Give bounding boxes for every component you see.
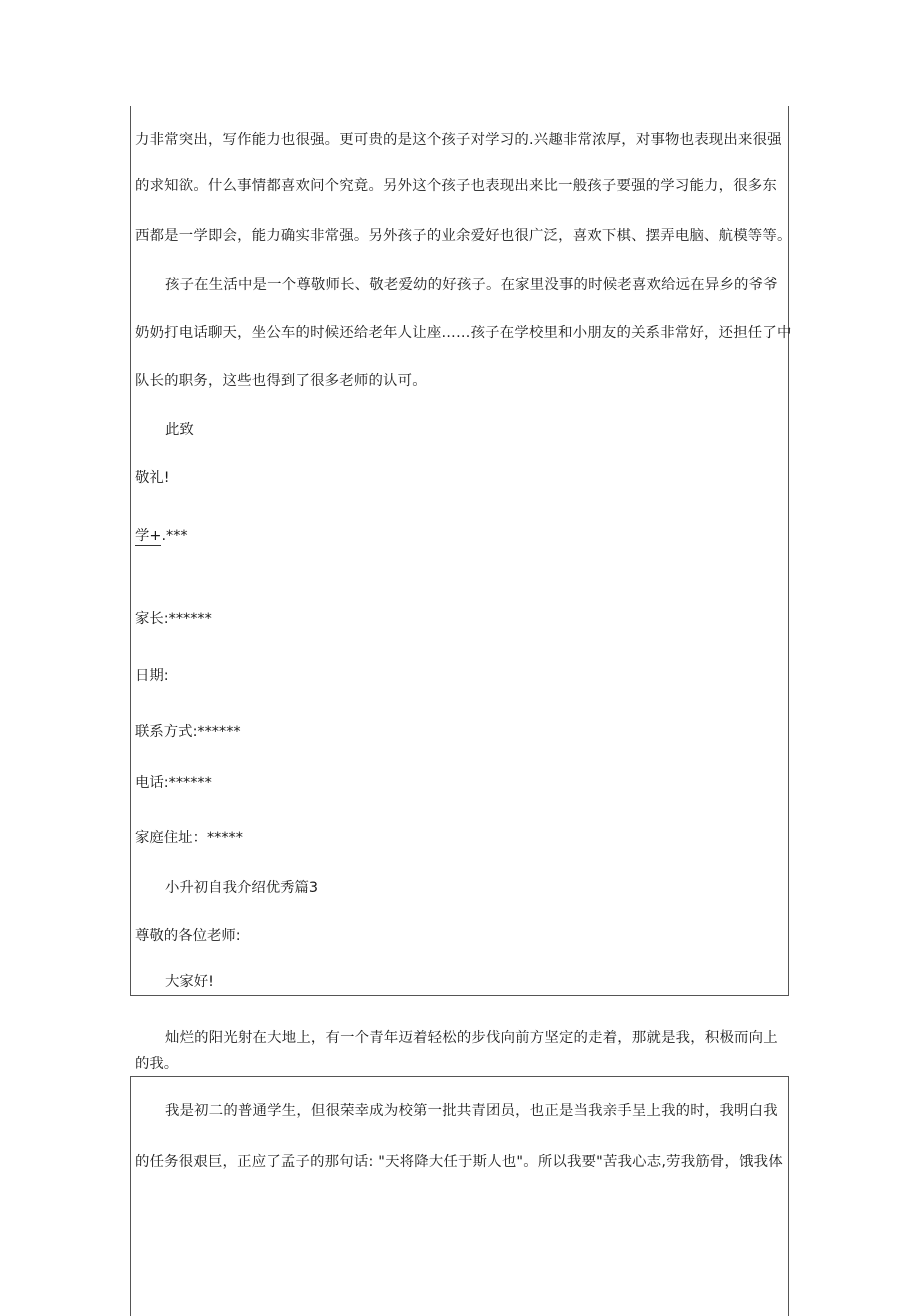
phone-field: 电话:****** xyxy=(135,775,212,791)
student-label: 学+ xyxy=(135,528,162,544)
student-signature xyxy=(135,526,188,546)
paragraph-line: 力非常突出，写作能力也很强。更可贵的是这个孩子对学习的.兴趣非常浓厚，对事物也表现出来很强 xyxy=(135,132,782,148)
paragraph-line: 我是初二的普通学生，但很荣幸成为校第一批共青团员，也正是当我亲手呈上我的时，我明白我 xyxy=(165,1103,778,1119)
paragraph-line: 灿烂的阳光射在大地上，有一个青年迈着轻松的步伐向前方坚定的走着，那就是我，积极而向上 xyxy=(165,1030,778,1046)
paragraph-line: 的求知欲。什么事情都喜欢问个究竟。另外这个孩子也表现出来比一般孩子要强的学习能力，很多东 xyxy=(135,178,777,194)
paragraph-line: 西都是一学即会，能力确实非常强。另外孩子的业余爱好也很广泛，喜欢下棋、摆弄电脑、航模等等。 xyxy=(135,228,792,244)
hello: 大家好! xyxy=(165,974,214,990)
paragraph-line: 的任务很艰巨，正应了孟子的那句话: "天将降大任于斯人也"。所以我要"苦我心志,劳我筋骨，饿我体 xyxy=(135,1154,783,1170)
contact-field: 联系方式:****** xyxy=(135,724,241,740)
paragraph-line: 孩子在生活中是一个尊敬师长、敬老爱幼的好孩子。在家里没事的时候老喜欢给远在异乡的爷爷 xyxy=(165,277,778,293)
closing-regards: 敬礼! xyxy=(135,470,170,486)
student-value: .*** xyxy=(161,528,188,544)
closing-salute: 此致 xyxy=(165,422,194,438)
paragraph-line: 奶奶打电话聊天，坐公车的时候还给老年人让座……孩子在学校里和小朋友的关系非常好，还担任了中 xyxy=(135,325,792,341)
paragraph-line: 的我。 xyxy=(135,1056,179,1072)
parent-signature: 家长:****** xyxy=(135,611,212,627)
address-field: 家庭住址：***** xyxy=(135,830,243,846)
section-heading: 小升初自我介绍优秀篇3 xyxy=(165,880,319,896)
greeting: 尊敬的各位老师: xyxy=(135,928,241,944)
paragraph-line: 队长的职务，这些也得到了很多老师的认可。 xyxy=(135,373,427,389)
date-field: 日期: xyxy=(135,668,169,684)
